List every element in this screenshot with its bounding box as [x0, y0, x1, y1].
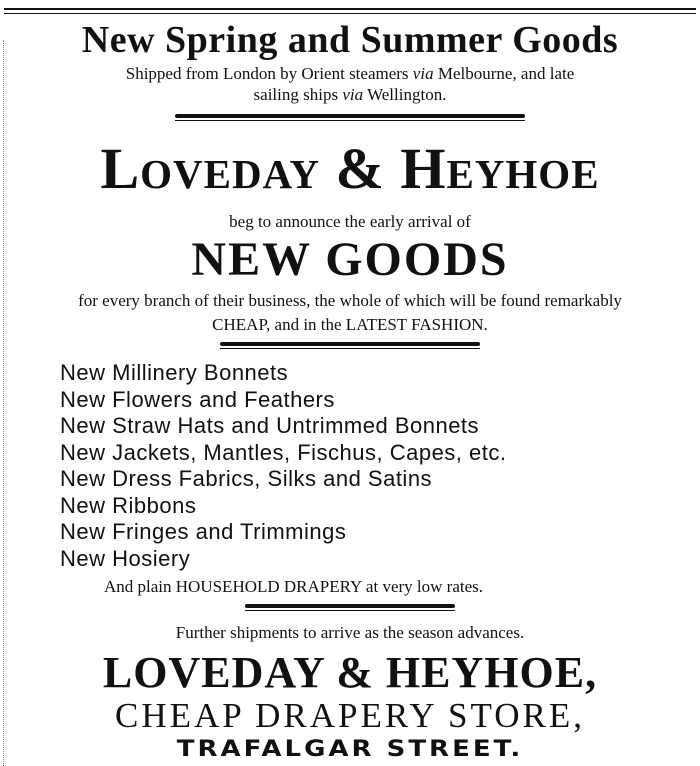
list-item: New Flowers and Feathers	[60, 386, 335, 412]
shipping-line-2-a: sailing ships	[253, 85, 343, 104]
divider-3	[245, 604, 455, 608]
street-address: TRAFALGAR STREET.	[176, 736, 524, 762]
list-item: New Ribbons	[60, 492, 197, 518]
announce-line: beg to announce the early arrival of	[229, 212, 471, 231]
branch-line: for every branch of their business, the whole of which will be found remarkably	[78, 291, 622, 310]
shipping-line-1	[0, 64, 700, 84]
top-rule	[4, 8, 696, 10]
shipping-line-2-via: via	[342, 85, 364, 104]
top-rule-thin	[4, 13, 696, 14]
shipping-line-1-b: Melbourne, and late	[433, 64, 575, 83]
headline: New Spring and Summer Goods	[81, 19, 619, 61]
divider-1	[175, 114, 525, 118]
household-drapery-line: And plain HOUSEHOLD DRAPERY at very low rates.	[104, 577, 483, 596]
firm-name-top: Loveday & Heyhoe	[100, 136, 600, 201]
divider-2	[220, 342, 480, 346]
list-item: New Straw Hats and Untrimmed Bonnets	[60, 413, 480, 438]
list-item: New Jackets, Mantles, Fischus, Capes, etc.	[60, 439, 507, 465]
list-item: New Hosiery	[60, 545, 191, 571]
list-item: New Millinery Bonnets	[60, 360, 289, 385]
list-item: New Fringes and Trimmings	[60, 519, 347, 544]
shipping-line-2	[0, 85, 700, 105]
shipping-line-1-via: via	[412, 64, 434, 83]
goods-list	[60, 360, 507, 572]
list-item: New Dress Fabrics, Silks and Satins	[60, 466, 433, 491]
new-goods-heading: NEW GOODS	[191, 233, 509, 286]
cheap-fashion-line: CHEAP, and in the LATEST FASHION.	[212, 315, 488, 334]
shipping-line-1-a: Shipped from London by Orient steamers	[125, 64, 413, 83]
shipping-line-2-b: Wellington.	[363, 85, 447, 104]
store-name: CHEAP DRAPERY STORE,	[114, 696, 586, 735]
further-shipments-line: Further shipments to arrive as the season advances.	[175, 623, 525, 642]
firm-name-bottom: LOVEDAY & HEYHOE,	[102, 648, 598, 697]
